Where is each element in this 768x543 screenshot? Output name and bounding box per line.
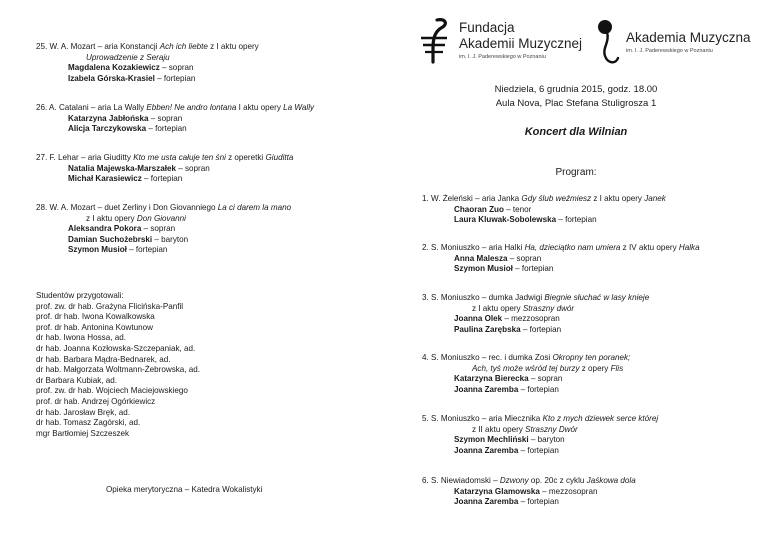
performer-line	[422, 497, 762, 508]
text-fragment: z opery	[579, 363, 611, 373]
text-fragment: – mezzosopran	[502, 314, 560, 324]
text-fragment: – fortepian	[518, 384, 559, 394]
concert-venue: Aula Nova, Plac Stefana Stuligrosza 1	[495, 98, 657, 109]
text-fragment: z II aktu opery	[472, 424, 526, 434]
text-fragment: – fortepian	[141, 174, 183, 184]
performer-name: Laura Kluwak-Sobolewska	[454, 215, 557, 225]
program-item	[422, 293, 762, 335]
program-item-line	[36, 153, 376, 164]
text-fragment: – tenor	[503, 204, 532, 214]
work-title: Gdy ślub weźmiesz	[521, 194, 592, 203]
text-fragment: – sopran	[528, 374, 563, 384]
credit-line: prof. dr hab. Andrzej Ogórkiewicz	[36, 396, 156, 406]
work-title: Uprowadzenie z Seraju	[86, 52, 170, 62]
performer-line	[36, 235, 376, 246]
performer-name: Anna Malesza	[454, 253, 508, 263]
performer-line	[422, 374, 762, 385]
performer-name: Szymon Musioł	[68, 245, 127, 255]
performer-line	[36, 174, 376, 185]
credit-line: dr hab. Iwona Hossa, ad.	[36, 333, 126, 343]
academy-logo	[596, 18, 766, 72]
program-item	[422, 353, 762, 395]
program-item-line	[36, 53, 376, 64]
concert-title: Koncert dla Wilnian	[524, 126, 628, 138]
performer-name: Michał Karasiewicz	[68, 174, 142, 184]
text-fragment: 6. S. Niewiadomski –	[422, 476, 500, 485]
performer-name: Aleksandra Pokora	[68, 224, 142, 234]
performer-line	[36, 245, 376, 256]
performer-line	[422, 487, 762, 498]
credit-line: prof. zw. dr hab. Wojciech Maciejowskiego	[36, 386, 188, 396]
footer-note: Opieka merytoryczna – Katedra Wokalistyki	[106, 485, 263, 494]
performer-line	[422, 205, 762, 216]
program-item	[36, 103, 376, 135]
text-fragment: – fortepian	[154, 73, 196, 83]
program-item-line	[422, 243, 762, 254]
credits-list	[36, 302, 366, 440]
right-page	[384, 0, 768, 543]
performer-name: Katarzyna Glamowska	[454, 486, 540, 496]
work-title: Straszny Dwór	[525, 424, 578, 434]
text-fragment: – fortepian	[146, 124, 187, 134]
program-item	[36, 203, 376, 256]
performer-line	[422, 314, 762, 325]
program-item-line	[422, 293, 762, 304]
credit-line: dr hab. Małgorzata Woltmann-Żebrowska, ad.	[36, 365, 201, 375]
concert-date: Niedziela, 6 grudnia 2015, godz. 18.00	[494, 84, 658, 95]
foundation-logo-line2: Akademii Muzycznej	[459, 36, 583, 51]
foundation-logo	[415, 18, 585, 72]
work-title: Okropny ten poranek;	[552, 353, 631, 362]
program-item-line	[422, 414, 762, 425]
performer-name: Chaoran Zuo	[454, 204, 504, 214]
credits-heading: Studentów przygotowali:	[36, 291, 124, 300]
work-title: Kto z mych dziewek serce której	[542, 414, 659, 423]
program-item-line	[422, 476, 762, 487]
work-title: Ach ich liebte	[159, 42, 208, 51]
text-fragment: 25. W. A. Mozart – aria Konstancji	[36, 42, 160, 51]
foundation-logo-line1: Fundacja	[459, 20, 515, 35]
text-fragment: – sopran	[175, 163, 210, 173]
performer-line	[422, 435, 762, 446]
text-fragment: z I aktu opery	[591, 194, 645, 203]
performer-name: Magdalena Kozakiewicz	[68, 63, 160, 73]
text-fragment: z IV aktu opery	[620, 243, 679, 252]
credit-line: dr hab. Tomasz Zagórski, ad.	[36, 418, 141, 428]
work-title: Halka	[678, 243, 700, 252]
text-fragment: op. 20c z cyklu	[528, 476, 587, 485]
program-item	[422, 194, 762, 226]
program-item-line	[36, 214, 376, 225]
text-fragment: 1. W. Żeleński – aria Janka	[422, 194, 522, 203]
program-item	[36, 42, 376, 84]
performer-name: Joanna Zaremba	[454, 384, 519, 394]
performer-name: Katarzyna Bierecka	[454, 374, 529, 384]
text-fragment: – fortepian	[520, 324, 562, 334]
work-title: Jaśkowa dola	[586, 476, 636, 485]
performer-name: Alicja Tarczykowska	[68, 124, 147, 134]
credits-block	[36, 291, 366, 439]
text-fragment: 3. S. Moniuszko – dumka Jadwigi	[422, 293, 545, 302]
program-item	[422, 243, 762, 275]
performer-name: Natalia Majewska-Marszałek	[68, 163, 176, 173]
program-item-line	[422, 364, 762, 375]
performer-name: Joanna Zaremba	[454, 445, 519, 455]
performer-name: Izabela Górska-Krasiel	[68, 73, 155, 83]
note-clef-logo-icon	[596, 18, 622, 70]
program-item-line	[36, 42, 376, 53]
performer-line	[36, 224, 376, 235]
text-fragment: – sopran	[141, 224, 176, 234]
performer-line	[422, 254, 762, 265]
performer-name: Paulina Zarębska	[454, 324, 521, 334]
performer-name: Katarzyna Jabłońska	[68, 113, 149, 123]
credit-line: prof. dr hab. Iwona Kowalkowska	[36, 312, 155, 322]
text-fragment: – sopran	[507, 253, 542, 263]
performer-line	[422, 446, 762, 457]
credit-line: prof. dr hab. Antonina Kowtunow	[36, 322, 153, 332]
text-fragment: – fortepian	[512, 264, 554, 274]
program-item-line	[36, 103, 376, 114]
work-title: La ci darem la mano	[217, 203, 292, 212]
work-title: Ach, tyś może wśród tej burzy	[472, 363, 580, 373]
program-label: Program:	[555, 167, 597, 178]
text-fragment: – baryton	[152, 234, 189, 244]
program-item-line	[36, 203, 376, 214]
text-fragment: z I aktu opery	[207, 42, 259, 51]
text-fragment: – fortepian	[126, 245, 168, 255]
text-fragment: – baryton	[528, 435, 565, 445]
credit-line: dr hab. Jarosław Bręk, ad.	[36, 407, 131, 417]
credit-line: dr hab. Joanna Kozłowska-Szczepaniak, ad.	[36, 343, 196, 353]
program-item-line	[422, 304, 762, 315]
text-fragment: – fortepian	[556, 215, 597, 225]
performer-line	[422, 385, 762, 396]
foundation-logo-subtitle: im. I. J. Paderewskiego w Poznaniu	[459, 54, 546, 60]
text-fragment: I aktu opery	[236, 103, 284, 112]
performer-line	[422, 325, 762, 336]
program-item-line	[422, 194, 762, 205]
performer-name: Damian Suchożebrski	[68, 234, 153, 244]
academy-logo-title: Akademia Muzyczna	[626, 30, 751, 45]
text-fragment: z operetki	[225, 153, 266, 162]
performer-line	[422, 264, 762, 275]
work-title: Kto me usta całuje ten śni	[133, 153, 226, 162]
work-title: Janek	[644, 194, 666, 203]
work-title: La Wally	[283, 103, 315, 112]
text-fragment: – sopran	[159, 63, 194, 73]
work-title: Dzwony	[499, 476, 529, 485]
text-fragment: z I aktu opery	[472, 303, 523, 313]
text-fragment: 28. W. A. Mozart – duet Zerliny i Don Giovanniego	[36, 203, 218, 212]
performer-name: Szymon Mechliński	[454, 435, 529, 445]
performer-name: Joanna Zaremba	[454, 497, 519, 507]
text-fragment: – fortepian	[518, 497, 559, 507]
program-item	[36, 153, 376, 185]
performer-name: Joanna Olek	[454, 314, 503, 324]
performer-line	[36, 63, 376, 74]
work-title: Don Giovanni	[136, 213, 186, 223]
work-title: Ebben! Ne andro lontana	[146, 103, 237, 112]
program-item	[422, 414, 762, 456]
text-fragment: 5. S. Moniuszko – aria Miecznika	[422, 414, 543, 423]
program-item	[422, 476, 762, 508]
performer-name: Szymon Musioł	[454, 264, 513, 274]
text-fragment: – mezzosopran	[539, 486, 598, 496]
text-fragment: 27. F. Lehar – aria Giuditty	[36, 153, 134, 162]
treble-clef-f-logo-icon	[415, 18, 455, 64]
performer-line	[36, 74, 376, 85]
text-fragment: 2. S. Moniuszko – aria Halki	[422, 243, 525, 252]
credit-line: dr Barbara Kubiak, ad.	[36, 375, 117, 385]
performer-line	[36, 124, 376, 135]
work-title: Flis	[610, 363, 624, 373]
credit-line: prof. zw. dr hab. Grażyna Flicińska-Panfil	[36, 301, 184, 311]
academy-logo-subtitle: im. I. J. Paderewskiego w Poznaniu	[626, 48, 713, 54]
program-item-line	[422, 353, 762, 364]
credit-line: dr hab. Barbara Mądra-Bednarek, ad.	[36, 354, 171, 364]
text-fragment: z I aktu opery	[86, 213, 137, 223]
work-title: Straszny dwór	[522, 303, 575, 313]
program-item-line	[422, 425, 762, 436]
performer-line	[422, 215, 762, 226]
work-title: Ha, dzieciątko nam umiera	[524, 243, 621, 252]
work-title: Biegnie słuchać w lasy knieje	[544, 293, 650, 302]
credit-line: mgr Bartłomiej Szczeszek	[36, 428, 130, 438]
performer-line	[36, 164, 376, 175]
text-fragment: – sopran	[148, 113, 183, 123]
text-fragment: – fortepian	[518, 445, 559, 455]
performer-line	[36, 114, 376, 125]
text-fragment: 26. A. Catalani – aria La Wally	[36, 103, 147, 112]
work-title: Giuditta	[265, 153, 294, 162]
text-fragment: 4. S. Moniuszko – rec. i dumka Zosi	[422, 353, 553, 362]
